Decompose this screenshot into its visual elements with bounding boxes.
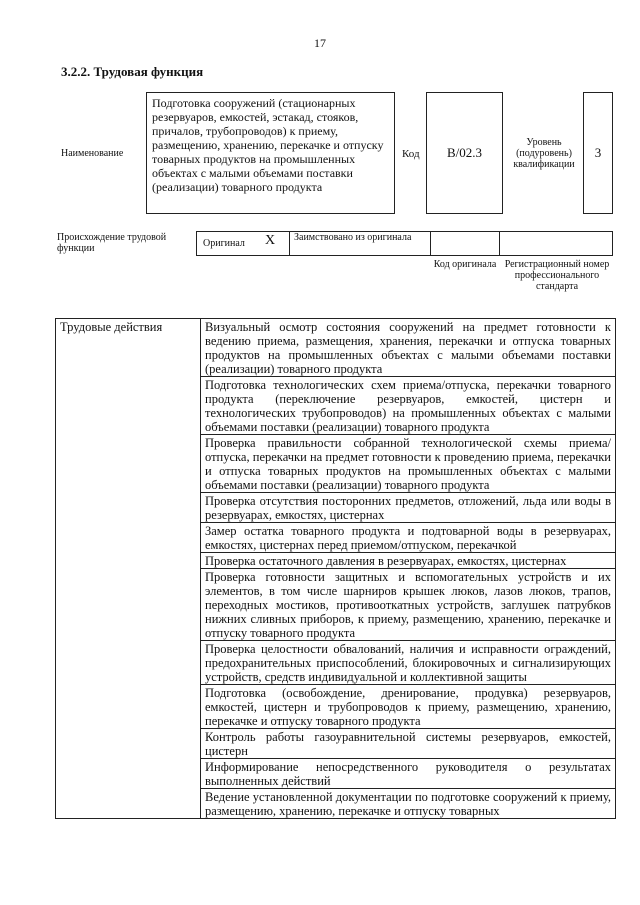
level-label: Уровень (подуровень) квалификации xyxy=(513,137,575,170)
labor-actions-label: Трудовые действия xyxy=(56,319,201,819)
reg-number-cell xyxy=(499,231,613,256)
code-original-caption: Код оригинала xyxy=(433,259,497,270)
labor-action-item: Информирование непосредственного руководителя о результатах выполненных действий xyxy=(201,759,616,789)
borrowed-cell xyxy=(289,231,431,256)
level-value: 3 xyxy=(594,145,602,160)
labor-action-item: Подготовка технологических схем приема/отпуска, перекачки товарного продукта (переключение резервуаров, емкостей, цистерн и технологических трубопроводов) на промышленных объектах с малыми объемами поставки (реализации) товарного продукта xyxy=(201,377,616,435)
borrowed-label: Заимствовано из оригинала xyxy=(294,232,412,243)
page-number: 17 xyxy=(314,36,326,50)
origin-label: Происхождение трудовой функции xyxy=(57,232,167,254)
labor-action-item: Подготовка (освобождение, дренирование, продувка) резервуаров, емкостей, цистерн и трубопроводов к приему, размещению, хранению, перекачке и отпуску товарного продукта xyxy=(201,685,616,729)
name-label: Наименование xyxy=(61,148,124,159)
function-name-value: Подготовка сооружений (стационарных резервуаров, емкостей, эстакад, стояков, причалов, трубопроводов) к приему, размещению, хранению, перекачке и отпуску товарных продуктов на промышленных объектах с малыми объемами поставки (реализации) товарного продукта xyxy=(152,96,384,194)
section-title: 3.2.2. Трудовая функция xyxy=(61,64,204,79)
function-name-box xyxy=(146,92,395,214)
code-value: B/02.3 xyxy=(446,145,483,160)
original-mark: X xyxy=(265,233,276,248)
labor-action-item: Проверка отсутствия посторонних предметов, отложений, льда или воды в резервуарах, емкостях, цистернах xyxy=(201,493,616,523)
level-box xyxy=(583,92,613,214)
code-label: Код xyxy=(402,148,420,160)
code-box xyxy=(426,92,503,214)
reg-number-caption: Регистрационный номер профессионального стандарта xyxy=(504,259,610,292)
labor-action-item: Замер остатка товарного продукта и подтоварной воды в резервуарах, емкостях, цистернах перед приемом/отпуском, перекачкой xyxy=(201,523,616,553)
table-row xyxy=(56,319,616,377)
labor-action-item: Проверка целостности обвалований, наличия и исправности ограждений, предохранительных приспособлений, блокировочных и сигнализирующих устройств, средств индивидуальной и коллективной защиты xyxy=(201,641,616,685)
original-label: Оригинал xyxy=(203,238,245,249)
labor-action-item: Проверка правильности собранной технологической схемы приема/отпуска, перекачки на предмет готовности к проведению приема, перекачки и отпуска товарных продуктов на промышленных объектах с малыми объемами поставки (реализации) товарного продукта xyxy=(201,435,616,493)
labor-actions-table xyxy=(55,318,616,819)
labor-action-item: Визуальный осмотр состояния сооружений на предмет готовности к ведению приема, размещения, хранения, перекачки и отпуска товарных продуктов на промышленных объектах с малыми объемами поставки (реализации) товарного продукта xyxy=(201,319,616,377)
labor-action-item: Ведение установленной документации по подготовке сооружений к приему, размещению, хранению, перекачке и отпуску товарных xyxy=(201,789,616,819)
code-original-cell xyxy=(430,231,500,256)
labor-action-item: Проверка готовности защитных и вспомогательных устройств и их элементов, в том числе шарниров крышек люков, лазов люков, трапов, переходных мостиков, противооткатных устройств, заглушек патрубков нижних сливных приборов, к приему, размещению, хранению, перекачке и отпуску товарного продукта xyxy=(201,569,616,641)
original-cell xyxy=(196,231,290,256)
labor-action-item: Проверка остаточного давления в резервуарах, емкостях, цистернах xyxy=(201,553,616,569)
labor-action-item: Контроль работы газоуравнительной системы резервуаров, емкостей, цистерн xyxy=(201,729,616,759)
